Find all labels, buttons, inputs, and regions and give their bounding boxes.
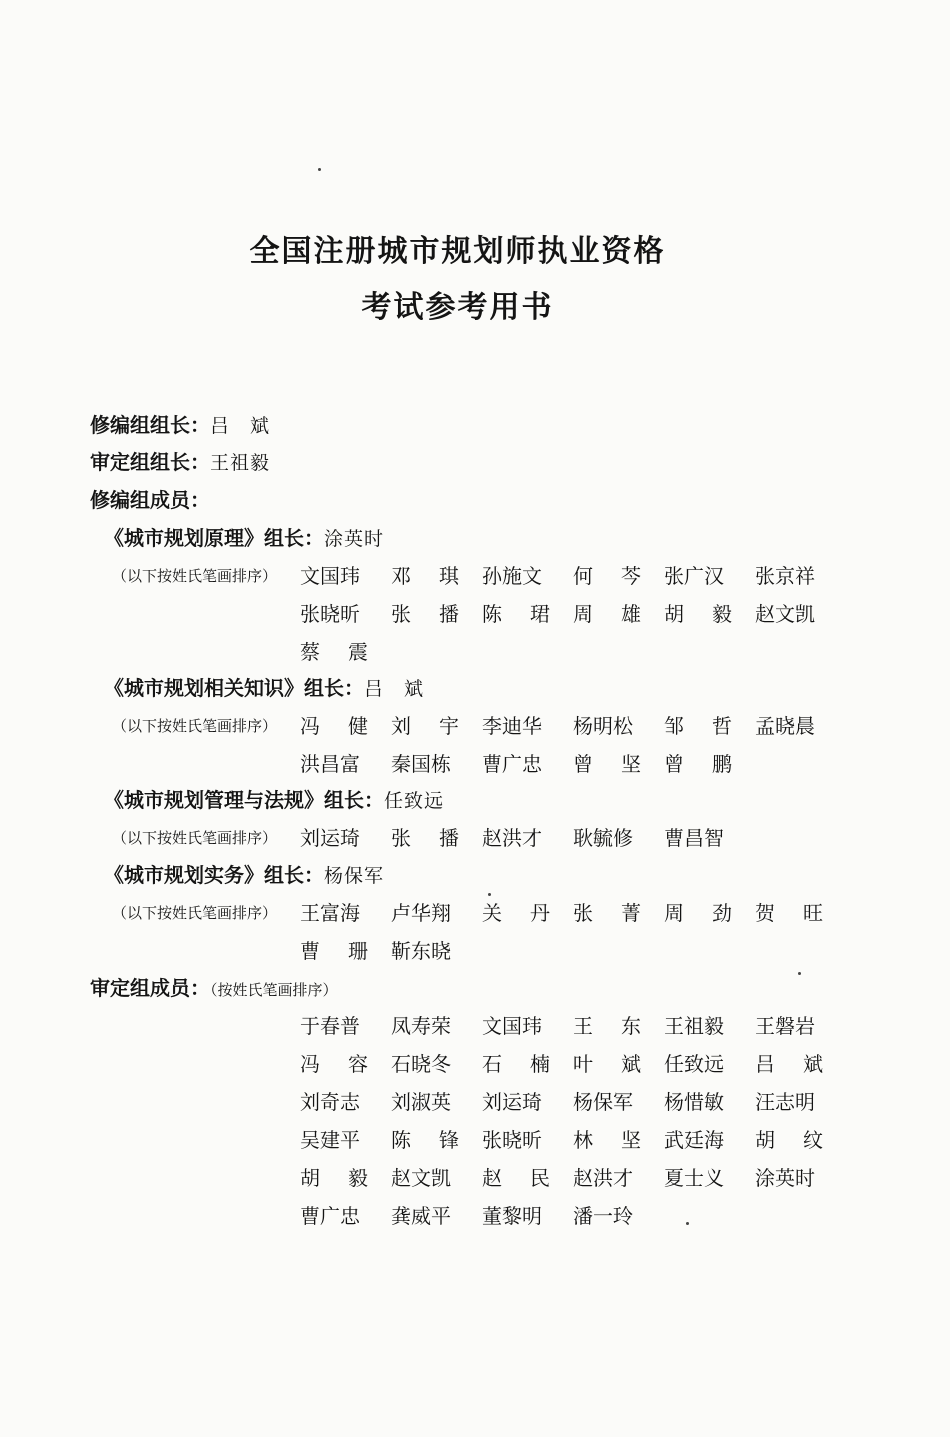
person-name: 陈 锋	[391, 1128, 459, 1152]
person-name: 冯 容	[300, 1052, 368, 1076]
scan-speck	[488, 893, 491, 896]
person-name: 陈 珺	[482, 602, 550, 626]
person-name: 洪昌富	[300, 752, 360, 776]
person-name: 龚威平	[391, 1204, 451, 1228]
person-name: 胡 毅	[664, 602, 732, 626]
person-name: 凤寿荣	[391, 1014, 451, 1038]
person-name: 王富海	[300, 901, 360, 925]
person-name: 关 丹	[482, 901, 550, 925]
editor-leader-row	[90, 410, 270, 441]
leader-label: 组长：	[264, 526, 324, 550]
scan-speck	[686, 1222, 689, 1225]
person-name: 孙施文	[482, 564, 542, 588]
review-members-label: 审定组成员：	[90, 976, 210, 1000]
person-name: 刘 宇	[391, 714, 459, 738]
person-name: 刘运琦	[300, 826, 360, 850]
section-heading	[104, 785, 444, 816]
person-name: 涂英时	[755, 1166, 815, 1190]
person-name: 赵 民	[482, 1166, 550, 1190]
book-title: 《城市规划原理》	[104, 526, 264, 550]
person-name: 杨明松	[573, 714, 633, 738]
person-name: 董黎明	[482, 1204, 542, 1228]
person-name: 文国玮	[300, 564, 360, 588]
name-grid	[300, 823, 846, 853]
section-heading	[104, 673, 424, 704]
editor-members-label: 修编组成员：	[90, 488, 210, 512]
person-name: 何 芩	[573, 564, 641, 588]
leader-label: 组长：	[324, 788, 384, 812]
leader-name: 吕 斌	[364, 678, 425, 700]
person-name: 刘奇志	[300, 1090, 360, 1114]
person-name: 王 东	[573, 1014, 641, 1038]
leader-name: 涂英时	[324, 528, 385, 550]
name-grid	[300, 898, 846, 966]
person-name: 耿毓修	[573, 826, 633, 850]
person-name: 张广汉	[664, 564, 724, 588]
person-name: 叶 斌	[573, 1052, 641, 1076]
person-name: 赵洪才	[482, 826, 542, 850]
person-name: 汪志明	[755, 1090, 815, 1114]
review-leader-label: 审定组组长：	[90, 450, 210, 474]
review-name-grid	[300, 1011, 846, 1231]
person-name: 蔡 震	[300, 640, 368, 664]
leader-label: 组长：	[264, 863, 324, 887]
name-grid	[300, 711, 846, 779]
person-name: 林 坚	[573, 1128, 641, 1152]
person-name: 于春普	[300, 1014, 360, 1038]
person-name: 张 播	[391, 826, 459, 850]
person-name: 武廷海	[664, 1128, 724, 1152]
review-sort-note: （按姓氏笔画排序）	[210, 981, 338, 999]
person-name: 吴建平	[300, 1128, 360, 1152]
review-members-heading	[90, 973, 338, 1005]
person-name: 曾 坚	[573, 752, 641, 776]
person-name: 靳东晓	[391, 939, 451, 963]
review-leader-row	[90, 447, 270, 478]
person-name: 曹广忠	[300, 1204, 360, 1228]
person-name: 赵文凯	[391, 1166, 451, 1190]
person-name: 张 菁	[573, 901, 641, 925]
editor-members-row	[90, 485, 210, 515]
person-name: 孟晓晨	[755, 714, 815, 738]
section-heading	[104, 523, 384, 554]
person-name: 刘淑英	[391, 1090, 451, 1114]
person-name: 秦国栋	[391, 752, 451, 776]
book-title: 《城市规划实务》	[104, 863, 264, 887]
person-name: 王祖毅	[664, 1014, 724, 1038]
person-name: 胡 毅	[300, 1166, 368, 1190]
sort-note: （以下按姓氏笔画排序）	[112, 567, 278, 585]
person-name: 夏士义	[664, 1166, 724, 1190]
person-name: 李迪华	[482, 714, 542, 738]
person-name: 赵洪才	[573, 1166, 633, 1190]
person-name: 石晓冬	[391, 1052, 451, 1076]
section-heading	[104, 860, 384, 891]
person-name: 冯 健	[300, 714, 368, 738]
person-name: 张晓昕	[482, 1128, 542, 1152]
person-name: 胡 纹	[755, 1128, 823, 1152]
editor-leader-label: 修编组组长：	[90, 413, 210, 437]
sort-note: （以下按姓氏笔画排序）	[112, 904, 278, 922]
title-line-2: 考试参考用书	[361, 290, 554, 325]
person-name: 张晓昕	[300, 602, 360, 626]
person-name: 潘一玲	[573, 1204, 633, 1228]
person-name: 杨保军	[573, 1090, 633, 1114]
person-name: 曾 鹏	[664, 752, 732, 776]
person-name: 吕 斌	[755, 1052, 823, 1076]
person-name: 周 雄	[573, 602, 641, 626]
person-name: 曹昌智	[664, 826, 724, 850]
title-line-1: 全国注册城市规划师执业资格	[249, 234, 666, 269]
person-name: 王磐岩	[755, 1014, 815, 1038]
book-title: 《城市规划相关知识》	[104, 676, 304, 700]
person-name: 贺 旺	[755, 901, 823, 925]
person-name: 张 播	[391, 602, 459, 626]
scan-speck	[318, 168, 321, 171]
person-name: 邹 哲	[664, 714, 732, 738]
sort-note: （以下按姓氏笔画排序）	[112, 829, 278, 847]
leader-label: 组长：	[304, 676, 364, 700]
person-name: 曹广忠	[482, 752, 542, 776]
person-name: 石 楠	[482, 1052, 550, 1076]
person-name: 杨惜敏	[664, 1090, 724, 1114]
book-title: 《城市规划管理与法规》	[104, 788, 324, 812]
name-grid	[300, 561, 846, 667]
person-name: 刘运琦	[482, 1090, 542, 1114]
person-name: 任致远	[664, 1052, 724, 1076]
person-name: 赵文凯	[755, 602, 815, 626]
person-name: 张京祥	[755, 564, 815, 588]
person-name: 文国玮	[482, 1014, 542, 1038]
person-name: 邓 琪	[391, 564, 459, 588]
person-name: 卢华翔	[391, 901, 451, 925]
leader-name: 任致远	[384, 790, 445, 812]
editor-leader-name: 吕 斌	[210, 415, 271, 437]
sort-note: （以下按姓氏笔画排序）	[112, 717, 278, 735]
review-leader-name: 王祖毅	[210, 452, 271, 474]
scan-speck	[798, 972, 801, 975]
person-name: 周 劲	[664, 901, 732, 925]
person-name: 曹 珊	[300, 939, 368, 963]
leader-name: 杨保军	[324, 865, 385, 887]
